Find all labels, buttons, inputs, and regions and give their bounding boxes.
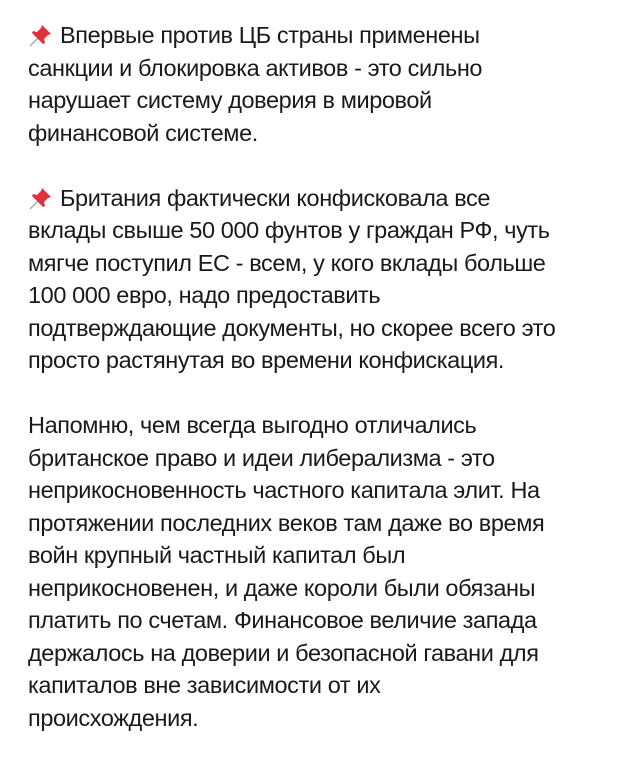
pushpin-icon: [28, 22, 54, 48]
paragraph-1: [28, 19, 640, 149]
text-line: неприкосновенен, и даже короли были обязаны: [28, 574, 536, 601]
text-line: [28, 19, 640, 52]
pushpin-icon: [28, 185, 54, 211]
text-line: держалось на доверии и безопасной гавани для: [28, 639, 539, 666]
spacer: [28, 149, 640, 182]
text-line: британское право и идеи либерализма - это: [28, 444, 495, 471]
text-line: просто растянутая во времени конфискация.: [28, 347, 505, 373]
text-line: санкции и блокировка активов - это сильно: [28, 54, 483, 81]
text-line: Напомню, чем всегда выгодно отличались: [28, 412, 477, 438]
text-line: войн крупный частный капитал был: [28, 542, 406, 568]
text-line: протяжении последних веков там даже во время: [28, 509, 545, 536]
text-line: [28, 182, 640, 215]
spacer: [28, 377, 640, 410]
text-line: 100 000 евро, надо предоставить: [28, 282, 381, 308]
text-line: мягче поступил ЕС - всем, у кого вклады больше: [28, 249, 546, 276]
text-line: платить по счетам. Финансовое величие запада: [28, 607, 537, 633]
text-line: капиталов вне зависимости от их: [28, 672, 381, 698]
paragraph-3: [28, 409, 640, 734]
paragraph-2: [28, 182, 640, 377]
text: Британия фактически конфисковала все: [60, 184, 491, 211]
text-line: неприкосновенность частного капитала элит. На: [28, 477, 540, 503]
text-line: происхождения.: [28, 704, 199, 731]
text: Впервые против ЦБ страны применены: [60, 22, 480, 48]
text-line: подтверждающие документы, но скорее всего это: [28, 314, 556, 341]
text-line: вклады свыше 50 000 фунтов у граждан РФ, чуть: [28, 217, 550, 243]
text-line: финансовой системе.: [28, 119, 258, 146]
text-line: нарушает систему доверия в мировой: [28, 87, 432, 113]
